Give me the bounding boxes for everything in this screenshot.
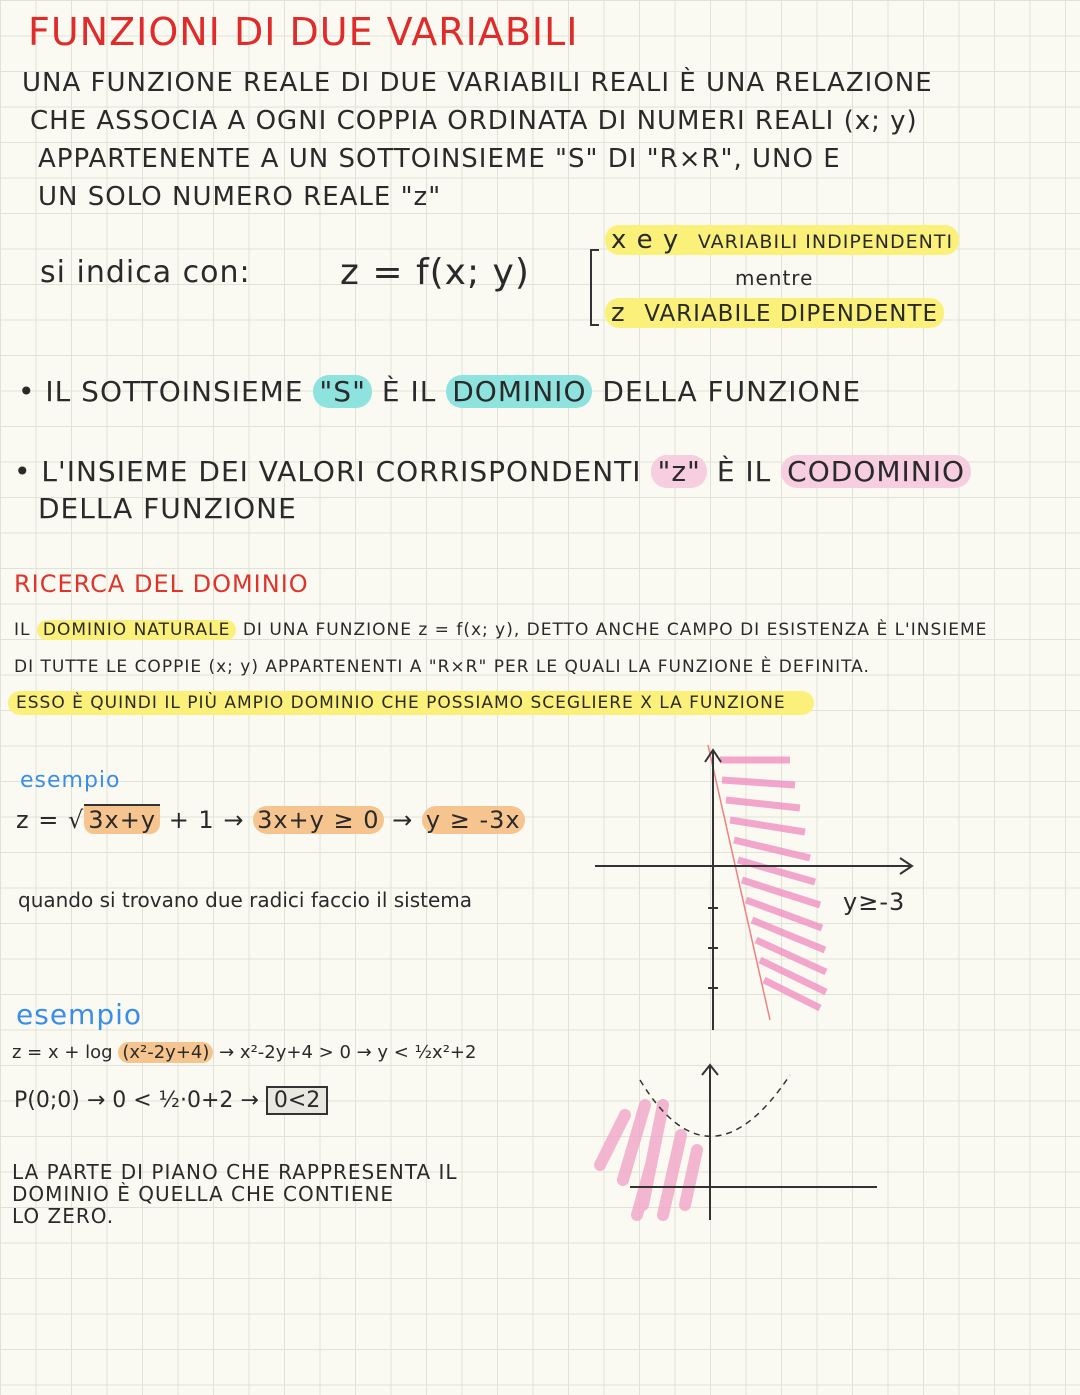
b2-post: DELLA FUNZIONE bbox=[38, 492, 297, 525]
b2-mid: È IL bbox=[716, 455, 772, 488]
e1-post: + 1 → bbox=[160, 806, 245, 834]
mentre-text: mentre bbox=[735, 266, 814, 290]
dep-symbol: z bbox=[611, 298, 626, 328]
b1-dominio: DOMINIO bbox=[446, 375, 592, 408]
ricerca-line-2: DI TUTTE LE COPPIE (x; y) APPARTENENTI A "R×R" PER LE QUALI LA FUNZIONE È DEFINITA. bbox=[14, 657, 870, 677]
intro-line: UNA FUNZIONE REALE DI DUE VARIABILI REALI È UNA RELAZIONE bbox=[22, 68, 933, 98]
ricerca-line-3 bbox=[8, 693, 814, 713]
e2-arg: (x²-2y+4) bbox=[118, 1042, 213, 1063]
e1-arrow: → bbox=[392, 806, 414, 834]
shaded-region bbox=[720, 760, 826, 1008]
r1-pre: IL bbox=[14, 620, 31, 640]
r1-post: DI UNA FUNZIONE z = f(x; y), DETTO ANCHE CAMPO DI ESISTENZA È L'INSIEME bbox=[242, 620, 988, 640]
indep-symbols: x e y bbox=[611, 225, 680, 255]
bullet-dominio bbox=[18, 375, 861, 408]
b1-mid: È IL bbox=[381, 375, 437, 408]
esempio1-note: quando si trovano due radici faccio il sistema bbox=[18, 888, 473, 912]
conclusion-line: LO ZERO. bbox=[12, 1204, 115, 1228]
e1-condition: 3x+y ≥ 0 bbox=[253, 806, 383, 834]
si-indica-label: si indica con: bbox=[40, 255, 251, 290]
dep-label: VARIABILE DIPENDENTE bbox=[644, 301, 939, 327]
formula: z = f(x; y) bbox=[340, 252, 530, 293]
shaded-region bbox=[600, 1105, 697, 1215]
graph-2 bbox=[585, 1055, 895, 1230]
page-title: FUNZIONI DI DUE VARIABILI bbox=[28, 10, 579, 54]
b2-codominio: CODOMINIO bbox=[781, 455, 971, 488]
b1-s: "S" bbox=[313, 375, 372, 408]
intro-line: UN SOLO NUMERO REALE "z" bbox=[38, 182, 442, 212]
intro-line: APPARTENENTE A UN SOTTOINSIEME "S" DI "R×R", UNO E bbox=[38, 144, 841, 174]
ricerca-heading: RICERCA DEL DOMINIO bbox=[14, 570, 309, 598]
esempio2-point-check bbox=[14, 1088, 328, 1113]
graph-1-label: y≥-3 bbox=[843, 888, 906, 916]
e1-result: y ≥ -3x bbox=[422, 806, 525, 834]
e2-p-pre: P(0;0) → 0 < ½·0+2 → bbox=[14, 1088, 259, 1113]
esempio2-label: esempio bbox=[16, 998, 142, 1031]
b1-pre: • IL SOTTOINSIEME bbox=[18, 375, 304, 408]
independent-vars bbox=[605, 225, 959, 255]
e2-p-box: 0<2 bbox=[266, 1086, 328, 1115]
ricerca-line-1 bbox=[14, 620, 987, 640]
e1-pre: z = √ bbox=[16, 806, 85, 834]
bracket bbox=[585, 245, 605, 330]
r3-text: ESSO È QUINDI IL PIÙ AMPIO DOMINIO CHE POSSIAMO SCEGLIERE X LA FUNZIONE bbox=[8, 691, 814, 715]
bullet-codominio bbox=[14, 455, 971, 488]
dependent-var bbox=[605, 298, 944, 328]
conclusion-line: DOMINIO È QUELLA CHE CONTIENE bbox=[12, 1182, 395, 1206]
b1-post: DELLA FUNZIONE bbox=[602, 375, 862, 408]
esempio2-equation bbox=[12, 1042, 476, 1063]
b2-z: "z" bbox=[651, 455, 706, 488]
e2-post: → x²-2y+4 > 0 → y < ½x²+2 bbox=[219, 1042, 477, 1063]
esempio1-label: esempio bbox=[20, 768, 121, 793]
intro-line: CHE ASSOCIA A OGNI COPPIA ORDINATA DI NUMERI REALI (x; y) bbox=[30, 106, 918, 136]
e1-radicand: 3x+y bbox=[84, 804, 160, 834]
e2-pre: z = x + log bbox=[12, 1042, 113, 1063]
indep-label: VARIABILI INDIPENDENTI bbox=[697, 231, 954, 253]
b2-pre: • L'INSIEME DEI VALORI CORRISPONDENTI bbox=[14, 455, 642, 488]
conclusion-line: LA PARTE DI PIANO CHE RAPPRESENTA IL bbox=[12, 1160, 458, 1184]
dominio-naturale: DOMINIO NATURALE bbox=[37, 620, 237, 640]
esempio1-equation bbox=[16, 806, 525, 834]
